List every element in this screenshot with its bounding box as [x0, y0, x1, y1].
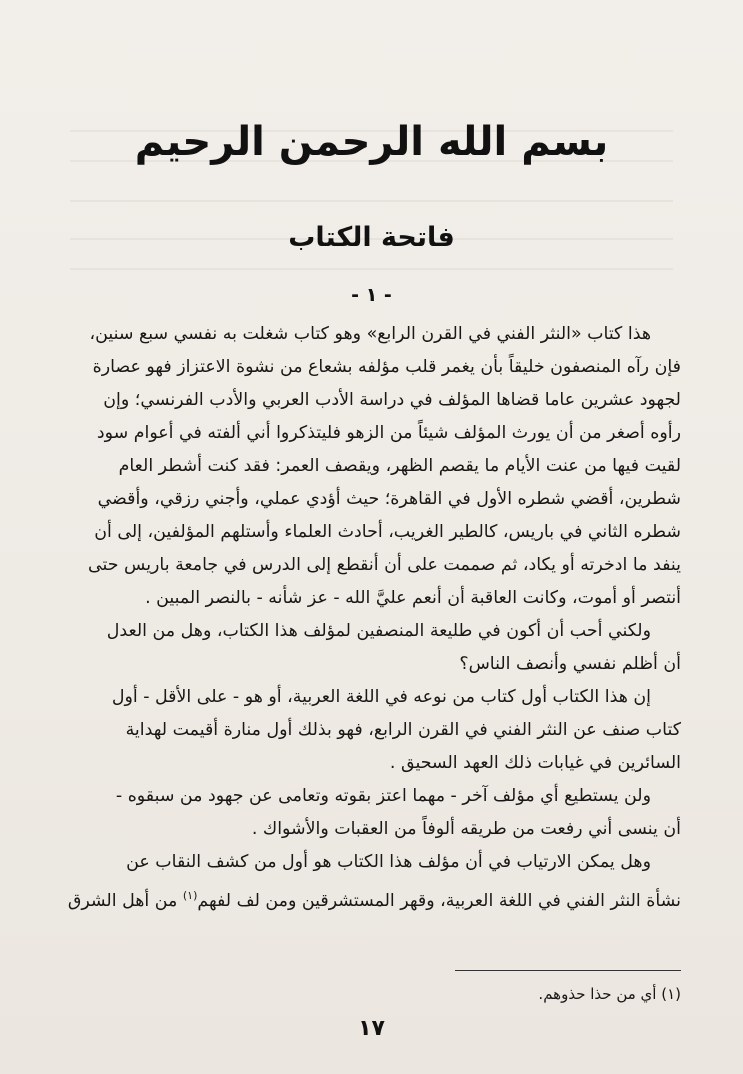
page-number: ١٧	[358, 1016, 385, 1041]
section-number: - ١ -	[351, 284, 392, 306]
text-line: كتاب صنف عن النثر الفني في القرن الرابع، فهو بذلك أول منارة أقيمت لهداية	[125, 720, 681, 740]
basmala-heading: بسم الله الرحمن الرحيم	[134, 119, 609, 165]
chapter-title: فاتحة الكتاب	[288, 222, 455, 253]
text-line: لجهود عشرين عاما قضاها المؤلف في دراسة الأدب العربي والأدب الفرنسي؛ وإن	[103, 390, 681, 410]
text-line: أنتصر أو أموت، وكانت العاقبة أن أنعم عليَّ الله - عز شأنه - بالنصر المبين .	[145, 588, 681, 608]
text-line: أن ينسى أني رفعت من طريقه ألوفاً من العقبات والأشواك .	[251, 819, 681, 839]
footnote-divider	[455, 970, 681, 971]
text-line: ينفد ما ادخرته أو يكاد، ثم صممت على أن أنقطع إلى الدرس في جامعة باريس حتى	[88, 555, 681, 575]
text-line: هذا كتاب «النثر الفني في القرن الرابع» وهو كتاب شغلت به نفسي سبع سنين،	[89, 324, 651, 344]
text-line: لقيت فيها من عنت الأيام ما يقصم الظهر، ويقصف العمر: فقد كنت أشطر العام	[118, 456, 681, 476]
line-text: من أهل الشرق	[67, 890, 178, 911]
text-line: شطره الثاني في باريس، كالطير الغريب، أحادث العلماء وأستلهم المؤلفين، إلى أن	[94, 522, 681, 542]
text-line: شطرين، أقضي شطره الأول في القاهرة؛ حيث أؤدي عملي، وأجني رزقي، وأقضي	[97, 489, 681, 509]
footnote: (١) أي من حذا حذوهم.	[538, 985, 681, 1003]
line-text: نشأة النثر الفني في اللغة العربية، وقهر المستشرقين ومن لف لفهم	[197, 890, 681, 911]
bleed-through-line	[70, 200, 673, 202]
footnote-marker: (١)	[182, 889, 198, 902]
text-line	[62, 879, 681, 912]
body-text	[62, 318, 681, 912]
text-line: إن هذا الكتاب أول كتاب من نوعه في اللغة العربية، أو هو - على الأقل - أول	[111, 687, 651, 707]
text-line: السائرين في غيابات ذلك العهد السحيق .	[389, 753, 681, 773]
text-line: وهل يمكن الارتياب في أن مؤلف هذا الكتاب هو أول من كشف النقاب عن	[126, 852, 651, 872]
bleed-through-line	[70, 268, 673, 270]
text-line: رأوه أصغر من أن يورث المؤلف شيئاً من الزهو فليتذكروا أني ألفته في أعوام سود	[96, 423, 681, 443]
text-line: فإن رآه المنصفون خليقاً بأن يغمر قلب مؤلفه بشعاع من نشوة الاعتزاز فهو عصارة	[92, 357, 681, 377]
text-line: ولكني أحب أن أكون في طليعة المنصفين لمؤلف هذا الكتاب، وهل من العدل	[106, 621, 651, 641]
text-line: أن أظلم نفسي وأنصف الناس؟	[459, 654, 681, 674]
text-line: ولن يستطيع أي مؤلف آخر - مهما اعتز بقوته وتعامى عن جهود من سبقوه -	[115, 786, 651, 806]
